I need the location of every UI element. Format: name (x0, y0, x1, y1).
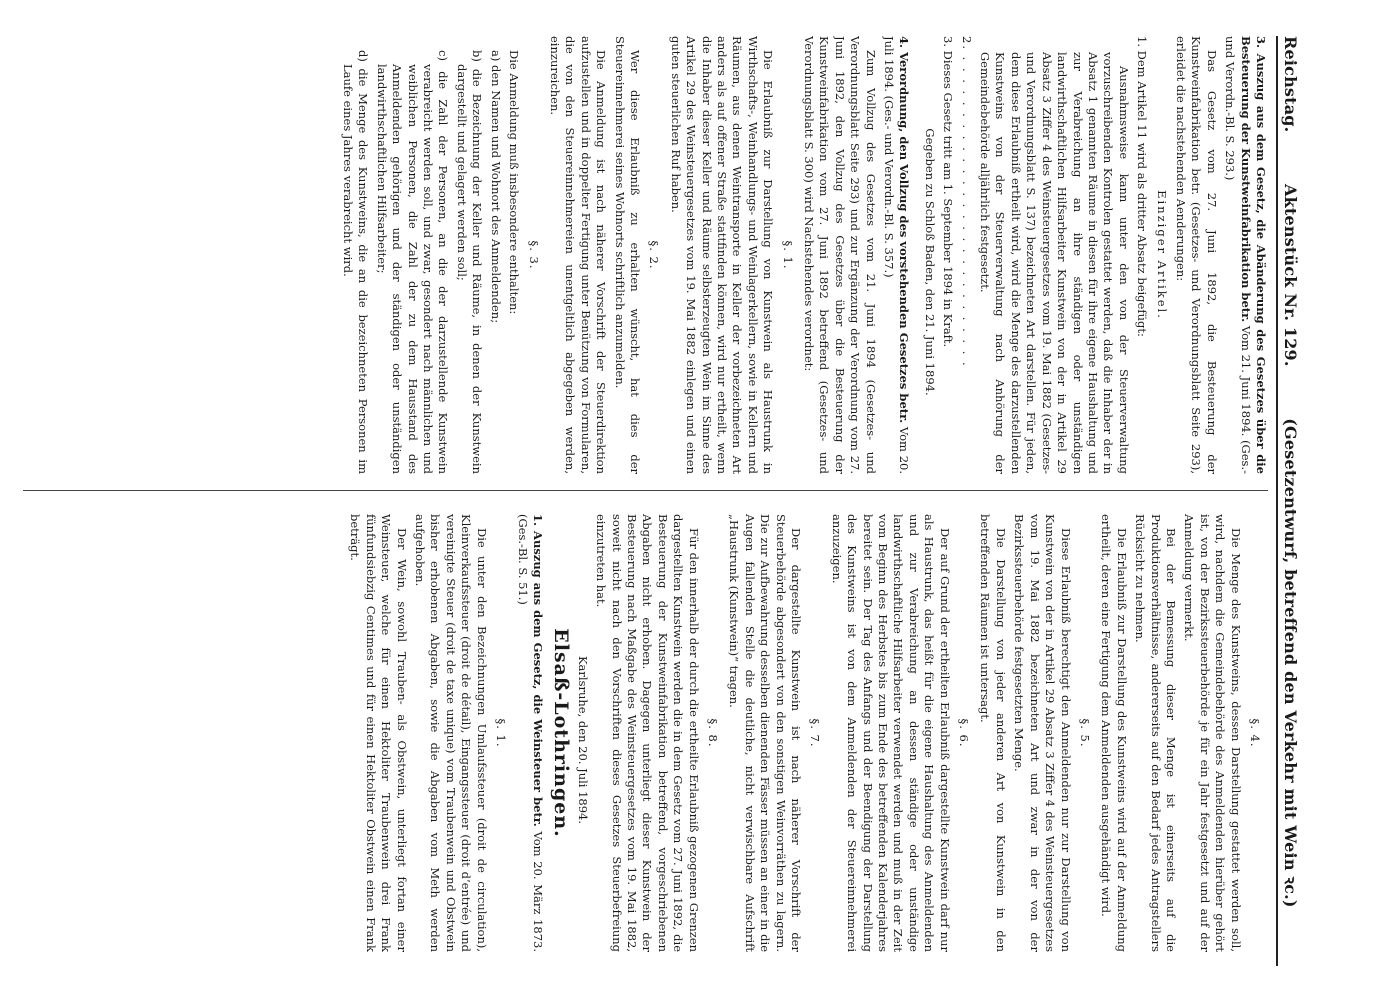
header-center: Aktenstück Nr. 129. (1281, 184, 1300, 367)
paragraph-3-item-c: c) die Zahl der Personen, an die der darzustellende Kunstwein verabreicht werden soll, und zwar, gesondert nach männlichen und weiblichen Personen, die Zahl der zu dem Hausstand des Anmeldenden gehörigen und der ständigen oder unständigen landwirthschaftlichen Hilfsarbeiter; (374, 50, 451, 474)
paragraph-5-heading: §. 5. (1077, 718, 1092, 748)
left-column (18, 36, 1268, 474)
paragraph-7-text: Der dargestellte Kunstwein ist nach näherer Vorschrift der Steuerbehörde abgesondert von den sonstigen Weinvorräthen zu lagern. Die zur Aufbewahrung desselben dienenden Fässer müssen an einer in die Augen fallenden Stelle die deutliche, nicht verwischbare Aufschrift „Haustrunk (Kunstwein)“ tragen. (727, 514, 804, 952)
given-at: Gegeben zu Schloß Baden, den 21. Juni 1894. (922, 128, 937, 396)
el-section-1-title: 1. Auszug aus dem Gesetz, die Weinsteuer betr. (530, 514, 545, 827)
column-rule (23, 490, 1268, 491)
paragraph-1-text: Die Erlaubniß zur Darstellung von Kunstwein als Haustrunk in Wirthschafts-, Weinhandlungs- und Weinlagerkellern, sowie in Kellern und Räumen, aus denen Weintransporte in Keller der vorbezeichneten Art anders als auf offener Straße stattfinden können, wird nur ertheilt, wenn die Inhaber dieser Keller und Räume selbsterzeugten Wein im Sinne des Artikel 29 des Weinsteuergesetzes vom 19. Mai 1882 einlegen und einen guten steuerlichen Ruf haben. (668, 36, 776, 474)
paragraph-4-text-1: Die Menge des Kunstweins, dessen Darstellung gestattet werden soll, wird, nachdem die Gemeindebehörde des Anmeldenden hierüber gehört ist, von der Bezirkssteuerbehörde je für ein Jahr festgesetzt und auf der Anmeldung vermerkt. (1182, 514, 1243, 952)
paragraph-4-heading: §. 4. (1248, 718, 1262, 748)
article-point-2: 2. . . . . . . . . . . . . . . . . . . . . . . . . . . . . (959, 36, 974, 368)
header-right: (Gesetzentwurf, betreffend den Verkehr mit Wein ꝛc.) (1281, 418, 1300, 908)
paragraph-2-text-1: Wer diese Erlaubniß zu erhalten wünscht, hat dies der Steuereinnehmerei seines Wohnorts schriftlich anzumelden. (612, 36, 642, 474)
paragraph-7-heading: §. 7. (808, 718, 823, 748)
section-3-title: 3. Auszug aus dem Gesetz, die Abänderung des Gesetzes über die Besteuerung der Kunstweinfabrikation betr. (1238, 36, 1268, 474)
paragraph-3-intro: Die Anmeldung muß insbesondere enthalten: (507, 50, 522, 315)
section-3-intro: Das Gesetz vom 27. Juni 1892, die Besteuerung der Kunstweinfabrikation betr. (Gesetzes- und Verordnungsblatt Seite 293), erleidet die nachstehenden Aenderungen: (1173, 36, 1219, 474)
paragraph-6-heading: §. 6. (957, 718, 972, 748)
paragraph-8-heading: §. 8. (706, 718, 720, 748)
paragraph-8-text: Für den innerhalb der durch die ertheilte Erlaubniß gezogenen Grenzen dargestellten Kunstwein werden die in dem Gesetz vom 27. Juni 1892, die Besteuerung der Kunstweinfabrikation betreffend, vorgeschriebenen Abgaben nicht erhoben. Dagegen unterliegt dieser Kunstwein der Besteuerung nach Maßgabe des Weinsteuergesetzes vom 19. Mai 1882, soweit nicht nach den Vorschriften dieses Gesetzes Steuerbefreiung einzutreten hat. (594, 514, 701, 952)
article-heading: Einziger Artikel. (1154, 190, 1169, 320)
paragraph-3-item-a: a) den Namen und Wohnort des Anmeldenden; (488, 50, 503, 324)
paragraph-2-heading: §. 2. (647, 240, 662, 270)
section-4-intro: Zum Vollzug des Gesetzes vom 21. Juni 1894 (Gesetzes- und Verordnungsblatt Seite 293) und zur Ergänzung der Verordnung vom 27. Juni 1892, den Vollzug des Gesetzes über die Besteuerung der Kunstweinfabrikation vom 27. Juni 1892 betreffend (Gesetzes- und Verordnungsblatt S. 300) wird Nachstehendes verordnet: (802, 36, 878, 474)
paragraph-4-text-2: Bei der Bemessung dieser Menge ist einerseits auf die Produktionsverhältnisse, andererseits auf den Bedarf jedes Antragstellers Rücksicht zu nehmen. (1133, 514, 1178, 952)
section-4-title: 4. Verordnung, den Vollzug des vorstehenden Gesetzes betr. (897, 36, 912, 424)
paragraph-3-item-d: d) die Menge des Kunstweins, die an die bezeichneten Personen im Laufe eines Jahres verabreicht wird. (341, 50, 371, 474)
region-title: Elsaß-Lothringen. (550, 628, 573, 838)
running-head (1280, 36, 1302, 966)
article-point-1-text: Ausnahmsweise kann unter den von der Steuerverwaltung vorzuschreibenden Kontrolen gestattet werden, daß die Inhaber der in Absatz 1 genannten Räume in diesen für ihre eigene Haushaltung und zur Verabreichung an ihre ständigen oder unständigen landwirthschaftlichen Hilfsarbeiter Kunstwein von der in Artikel 29 Absatz 3 Ziffer 4 des Weinsteuergesetzes vom 19. Mai 1882 (Gesetzes- und Verordnungsblatt S. 137) bezeichneten Art darstellen. Für jeden, dem diese Erlaubniß ertheilt wird, wird die Menge des darzustellenden Kunstweins von der Steuerverwaltung nach Anhörung der Gemeindebehörde alljährlich festgesetzt. (978, 52, 1131, 474)
el-paragraph-1-text-2: Der Wein, sowohl Trauben- als Obstwein, unterliegt fortan einer Weinsteuer, welche für einen Hektoliter Traubenwein drei Frank fünfundsiebzig Centimes und für einen Hektoliter Obstwein einen Frank beträgt. (348, 514, 409, 952)
article-point-3: 3. Dieses Gesetz tritt am 1. September 1894 in Kraft. (941, 36, 956, 348)
paragraph-5-text-2: Die Darstellung von jeder anderen Art von Kunstwein in den betreffenden Räumen ist untersagt. (978, 514, 1008, 952)
article-point-1: 1. Dem Artikel 11 wird als dritter Absatz beigefügt: (1135, 36, 1150, 337)
el-paragraph-1-text-1: Die unter den Bezeichnungen Umlaufssteuer (droit de circulation), Kleinverkaufssteuer (droit de détail), Eingangssteuer (droit d’entrée) und vereinigte Steuer (droit de taxe unique) vom Traubenwein und Obstwein bisher erhobenen Abgaben, sowie die Abgaben vom Meth werden aufgehoben. (413, 514, 489, 952)
section-4-date: Vom 20. Juli 1894. (Ges.- und Verordn.-Bl. S. 357.) (882, 36, 912, 474)
paragraph-6-text: Der auf Grund der ertheilten Erlaubniß dargestellte Kunstwein darf nur als Haustrunk, das heißt für die eigene Haushaltung des Anmeldenden und zur Verabreichung an dessen ständige oder unständige landwirthschaftliche Hilfsarbeiter verwendet werden und muß in der Zeit vom Beginn des Herbstes bis zum Ende des betreffenden Kalenderjahres bereitet sein. Der Tag des Anfangs und der Beendigung der Darstellung des Kunstweins ist von dem Anmeldenden der Steuereinnehmerei anzuzeigen. (829, 514, 952, 952)
el-paragraph-1-heading: §. 1. (494, 718, 509, 748)
paragraph-3-item-b: b) die Bezeichnung der Keller und Räume, in denen der Kunstwein dargestellt und gelagert werden soll; (454, 50, 485, 474)
paragraph-4-text-3: Die Erlaubniß zur Darstellung des Kunstweins wird auf der Anmeldung ertheilt, deren eine Fertigung dem Anmeldenden ausgehändigt wird. (1099, 514, 1129, 952)
signoff: Karlsruhe, den 20. Juli 1894. (575, 655, 590, 825)
right-column (18, 514, 1268, 952)
header-rule (1276, 36, 1278, 966)
paragraph-5-text-1: Diese Erlaubniß berechtigt den Anmeldenden nur zur Darstellung von Kunstwein von der in Artikel 29 Absatz 3 Ziffer 4 des Weinsteuergesetzes vom 19. Mai 1882 bezeichneten Art und zwar in der von der Bezirkssteuerbehörde festgesetzten Menge. (1012, 514, 1073, 952)
el-section-1-date: Vom 20. März 1873. (Ges.-Bl. S. 51.) (515, 514, 545, 952)
paragraph-2-text-2: Die Anmeldung ist nach näherer Vorschrift der Steuerdirektion aufzustellen und in doppelter Fertigung unter Benützung von Formularen, die von den Steuereinnehmereien unentgeltlich abgegeben werden, einzureichen. (547, 36, 609, 474)
section-3-date: Vom 21. Juni 1894. (Ges.- und Verordn.-Bl. S. 293.) (1223, 36, 1253, 474)
paragraph-1-heading: §. 1. (780, 240, 795, 270)
paragraph-3-heading: §. 3. (526, 240, 541, 270)
header-left: Reichstag. (1281, 36, 1300, 133)
